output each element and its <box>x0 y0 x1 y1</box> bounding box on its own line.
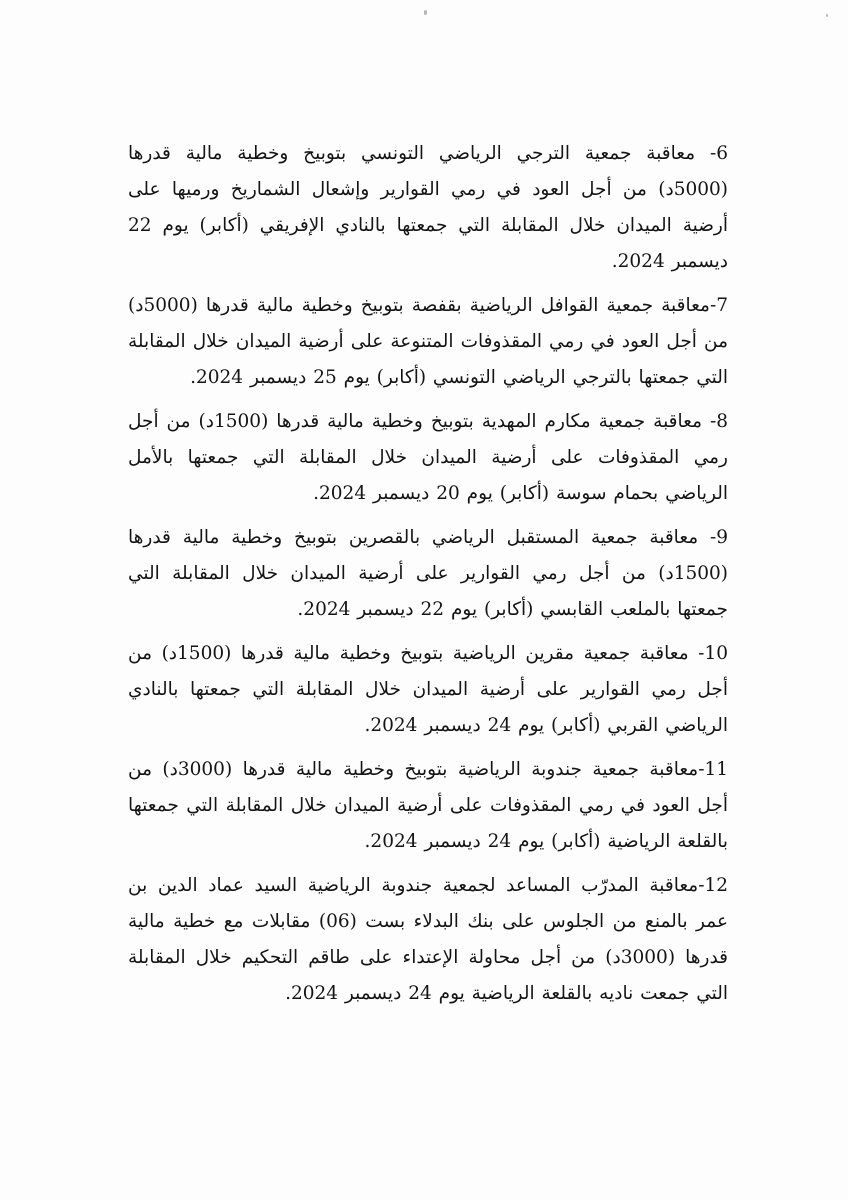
scan-speck <box>826 14 828 17</box>
scan-speck <box>424 10 427 15</box>
sanction-item-12: 12-معاقبة المدرّب المساعد لجمعية جندوبة الرياضية السيد عماد الدين بن عمر بالمنع من الجلوس على بنك البدلاء بست (06) مقابلات مع خطية مالية قدرها (3000د) من أجل محاولة الإعتداء على طاقم التحكيم خلال المقابلة التي جمعت ناديه بالقلعة الرياضية يوم 24 ديسمبر 2024. <box>128 875 728 1004</box>
sanction-item-9: 9- معاقبة جمعية المستقبل الرياضي بالقصرين بتوبيخ وخطية مالية قدرها (1500د) من أجل رمي القوارير على أرضية الميدان خلال المقابلة التي جمعتها بالملعب القابسي (أكابر) يوم 22 ديسمبر 2024. <box>128 527 728 620</box>
sanction-item-7: 7-معاقبة جمعية القوافل الرياضية بقفصة بتوبيخ وخطية مالية قدرها (5000د) من أجل العود في رمي المقذوفات المتنوعة على أرضية الميدان خلال المقابلة التي جمعتها بالترجي الرياضي التونسي (أكابر) يوم 25 ديسمبر 2024. <box>128 295 728 388</box>
sanction-item-8: 8- معاقبة جمعية مكارم المهدية بتوبيخ وخطية مالية قدرها (1500د) من أجل رمي المقذوفات على أرضية الميدان خلال المقابلة التي جمعتها بالأمل الرياضي بحمام سوسة (أكابر) يوم 20 ديسمبر 2024. <box>128 411 728 504</box>
sanction-item-6: 6- معاقبة جمعية الترجي الرياضي التونسي بتوبيخ وخطية مالية قدرها (5000د) من أجل العود في رمي القوارير وإشعال الشماريخ ورميها على أرضية الميدان خلال المقابلة التي جمعتها بالنادي الإفريقي (أكابر) يوم 22 ديسمبر 2024. <box>128 143 728 272</box>
sanction-item-10: 10- معاقبة جمعية مقرين الرياضية بتوبيخ وخطية مالية قدرها (1500د) من أجل رمي القوارير على أرضية الميدان خلال المقابلة التي جمعتها بالنادي الرياضي القربي (أكابر) يوم 24 ديسمبر 2024. <box>128 643 728 736</box>
sanction-item-11: 11-معاقبة جمعية جندوبة الرياضية بتوبيخ وخطية مالية قدرها (3000د) من أجل العود في رمي المقذوفات على أرضية الميدان خلال المقابلة التي جمعتها بالقلعة الرياضية (أكابر) يوم 24 ديسمبر 2024. <box>128 759 728 852</box>
